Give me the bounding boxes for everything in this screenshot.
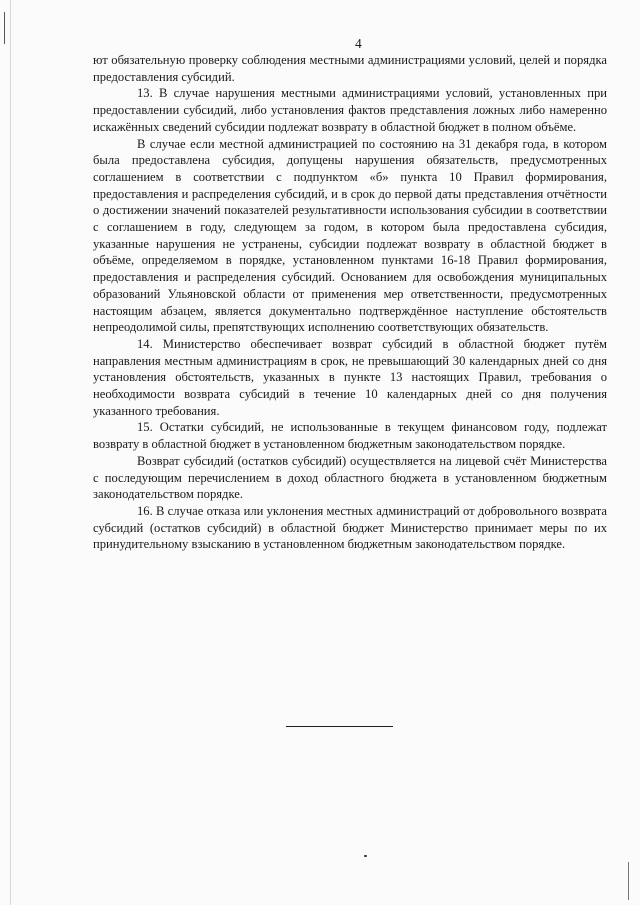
scan-speck: [364, 855, 367, 857]
paragraph-13-part-2: В случае если местной администрацией по состоянию на 31 декабря года, в котором была предоставлена субсидия, допущены нарушения обязательств, предусмотренных соглашением в соответствии с подпунктом «б» пункта 10 Правил формирования, предоставления и распределения субсидий, и в срок до первой даты представления отчётности о достижении значений показателей результативности использования субсидии в соответствии с соглашением в году, следующем за годом, в котором была предоставлена субсидия, указанные нарушения не устранены, субсидии подлежат возврату в областной бюджет в объёме, определяемом в порядке, установленном пунктами 16-18 Правил формирования, предоставления и распределения субсидий. Основанием для освобождения муниципальных образований Ульяновской области от применения мер ответственности, предусмотренных настоящим абзацем, является документально подтверждённое наступление обстоятельств непреодолимой силы, препятствующих исполнению соответствующих обязательств.: [93, 136, 607, 335]
paragraph-13: 13. В случае нарушения местными администрациями условий, установленных при предоставлении субсидий, либо установления фактов представления ложных либо намеренно искажённых сведений субсидии подлежат возврату в областной бюджет в полном объёме.: [93, 86, 607, 134]
end-rule: [286, 726, 393, 727]
scan-mark: [4, 12, 8, 44]
scan-mark: [628, 862, 631, 900]
paragraph-16: 16. В случае отказа или уклонения местных администраций от добровольного возврата субсидий (остатков субсидий) в областной бюджет Министерство принимает меры по их принудительному взысканию в установленном бюджетным законодательством порядке.: [93, 503, 607, 552]
paragraph-continuation: ют обязательную проверку соблюдения местными администрациями условий, целей и порядка предоставления субсидий.: [93, 53, 607, 84]
page-number: 4: [355, 36, 362, 51]
scan-edge: [0, 0, 11, 905]
paragraph-15-part-2: Возврат субсидий (остатков субсидий) осуществляется на лицевой счёт Министерства с последующим перечислением в доход областного бюджета в установленном бюджетным законодательством порядке.: [93, 453, 607, 502]
paragraph-14: 14. Министерство обеспечивает возврат субсидий в областной бюджет путём направления местным администрациям в срок, не превышающий 30 календарных дней со дня установления обстоятельств, указанных в пункте 13 настоящих Правил, требования о необходимости возврата субсидий в течение 10 календарных дней со дня получения указанного требования.: [93, 336, 607, 418]
paragraph-15: 15. Остатки субсидий, не использованные в текущем финансовом году, подлежат возврату в областной бюджет в установленном бюджетным законодательством порядке.: [93, 420, 607, 452]
document-body: [93, 52, 607, 553]
